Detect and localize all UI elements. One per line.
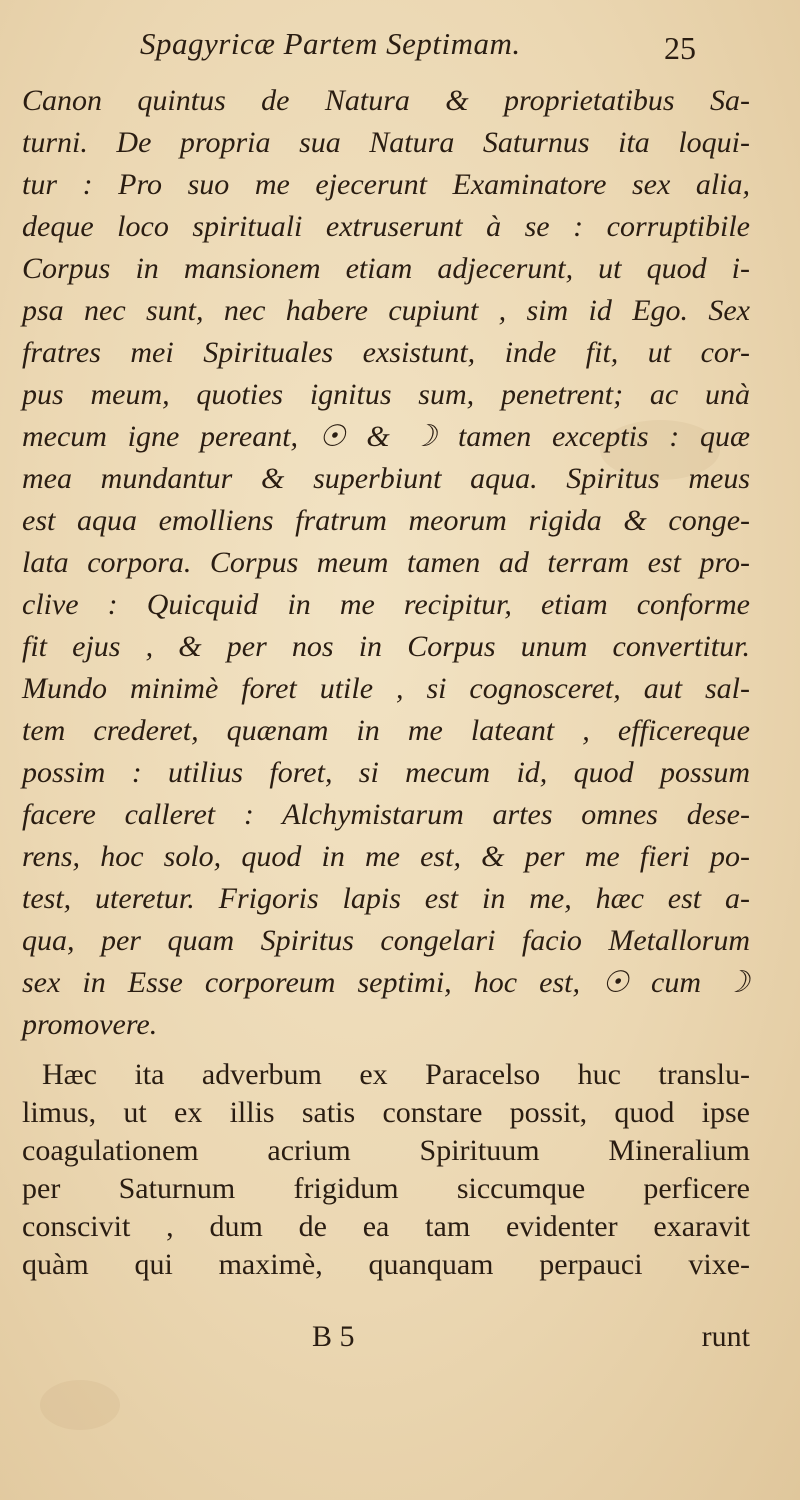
- text-line: Canon quintus de Natura & proprietatibus Sa-: [22, 84, 750, 117]
- catchword: runt: [701, 1320, 750, 1353]
- text-line: coagulationem acrium Spirituum Mineralium: [22, 1134, 750, 1167]
- text-line: fratres mei Spirituales exsistunt, inde fit, ut cor-: [22, 336, 750, 369]
- commentary-paragraph: [22, 1056, 750, 1284]
- text-line: tem crederet, quænam in me lateant , efficereque: [22, 714, 750, 747]
- text-line: promovere.: [22, 1008, 158, 1041]
- running-head: Spagyricæ Partem Septimam.: [140, 26, 521, 61]
- text-line: conscivit , dum de ea tam evidenter exaravit: [22, 1210, 750, 1243]
- text-line: Hæc ita adverbum ex Paracelso huc translu-: [42, 1058, 750, 1091]
- text-line: pus meum, quoties ignitus sum, penetrent; ac unà: [22, 378, 750, 411]
- text-line: mea mundantur & superbiunt aqua. Spiritus meus: [22, 462, 750, 495]
- text-line: qua, per quam Spiritus congelari facio Metallorum: [22, 924, 750, 957]
- text-line: Mundo minimè foret utile , si cognosceret, aut sal-: [22, 672, 750, 705]
- text-line: Corpus in mansionem etiam adjecerunt, ut quod i-: [22, 252, 750, 285]
- italic-quotation: [22, 80, 750, 1046]
- page-footer: [22, 1320, 750, 1360]
- text-line: lata corpora. Corpus meum tamen ad terram est pro-: [22, 546, 750, 579]
- text-line: per Saturnum frigidum siccumque perficere: [22, 1172, 750, 1205]
- text-line: turni. De propria sua Natura Saturnus ita loqui-: [22, 126, 750, 159]
- text-line: fit ejus , & per nos in Corpus unum convertitur.: [22, 630, 750, 663]
- text-line: psa nec sunt, nec habere cupiunt , sim id Ego. Sex: [22, 294, 750, 327]
- page-number: 25: [664, 30, 696, 66]
- text-line: deque loco spirituali extruserunt à se : corruptibile: [22, 210, 750, 243]
- signature-mark: B 5: [312, 1320, 355, 1353]
- text-line: est aqua emolliens fratrum meorum rigida & conge-: [22, 504, 750, 537]
- text-line: test, uteretur. Frigoris lapis est in me, hæc est a-: [22, 882, 750, 915]
- paper-stain: [40, 1380, 120, 1430]
- page-header: [140, 26, 740, 76]
- text-line: possim : utilius foret, si mecum id, quod possum: [22, 756, 750, 789]
- text-line: mecum igne pereant, ☉ & ☽ tamen exceptis : quæ: [22, 420, 750, 453]
- text-line: facere calleret : Alchymistarum artes omnes dese-: [22, 798, 750, 831]
- text-line: quàm qui maximè, quanquam perpauci vixe-: [22, 1248, 750, 1281]
- text-line: sex in Esse corporeum septimi, hoc est, ☉ cum ☽: [22, 966, 750, 999]
- text-line: limus, ut ex illis satis constare possit, quod ipse: [22, 1096, 750, 1129]
- text-line: tur : Pro suo me ejecerunt Examinatore sex alia,: [22, 168, 750, 201]
- text-line: rens, hoc solo, quod in me est, & per me fieri po-: [22, 840, 750, 873]
- text-line: clive : Quicquid in me recipitur, etiam conforme: [22, 588, 750, 621]
